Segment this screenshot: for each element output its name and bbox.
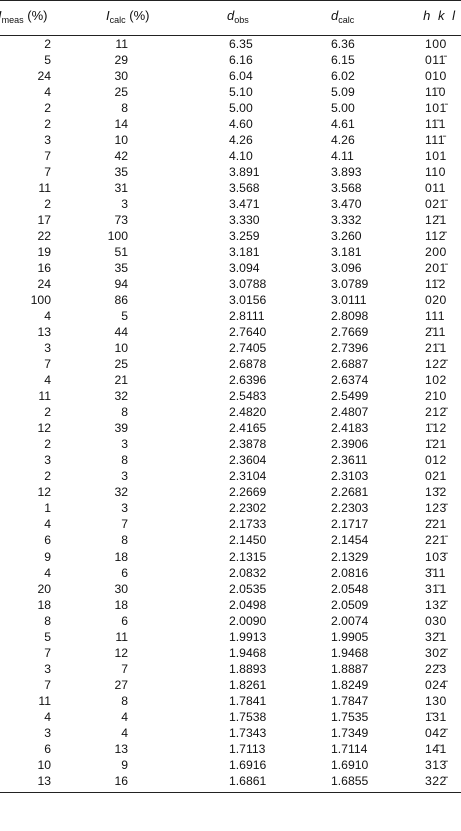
cell-hkl: 3̄11 — [425, 565, 446, 580]
cell-hkl: 123̄ — [425, 501, 447, 516]
cell-dcalc: 2.0816 — [331, 565, 369, 580]
cell-imeas: 3 — [44, 453, 51, 468]
cell-imeas: 7 — [44, 677, 51, 692]
cell-icalc: 30 — [114, 581, 128, 596]
cell-imeas: 4 — [44, 309, 51, 324]
cell-hkl: 11̄0 — [425, 85, 446, 100]
cell-dcalc: 3.0111 — [331, 293, 367, 308]
cell-dcalc: 1.9905 — [331, 629, 369, 644]
cell-hkl: 024̄ — [425, 677, 447, 692]
cell-hkl: 112̄ — [425, 229, 446, 244]
cell-hkl: 2̄11 — [425, 325, 446, 340]
cell-imeas: 3 — [44, 725, 51, 740]
cell-dobs: 3.471 — [229, 197, 260, 212]
table-row — [0, 116, 461, 132]
table-row — [0, 757, 461, 773]
cell-dobs: 1.8261 — [229, 677, 267, 692]
cell-icalc: 6 — [121, 565, 128, 580]
cell-dobs: 2.3104 — [229, 469, 267, 484]
cell-imeas: 2 — [44, 469, 51, 484]
cell-icalc: 11 — [115, 629, 128, 644]
cell-imeas: 4 — [44, 709, 51, 724]
table-row — [0, 709, 461, 725]
table-row — [0, 613, 461, 629]
cell-hkl: 31̄1 — [425, 581, 447, 596]
cell-dobs: 2.3878 — [229, 437, 267, 452]
table-row — [0, 324, 461, 340]
cell-dobs: 3.891 — [229, 165, 260, 180]
cell-imeas: 11 — [38, 181, 51, 196]
table-row — [0, 244, 461, 260]
cell-dobs: 2.4165 — [229, 421, 267, 436]
cell-imeas: 2 — [44, 197, 51, 212]
cell-dobs: 2.1450 — [229, 533, 267, 548]
cell-imeas: 100 — [30, 293, 51, 308]
cell-hkl: 042̄ — [425, 725, 447, 740]
cell-imeas: 4 — [44, 565, 51, 580]
cell-hkl: 030 — [425, 613, 447, 628]
cell-icalc: 8 — [121, 693, 128, 708]
cell-icalc: 35 — [114, 261, 128, 276]
cell-imeas: 4 — [44, 373, 51, 388]
table-row — [0, 500, 461, 516]
cell-hkl: 14̄1 — [425, 741, 447, 756]
cell-dobs: 2.0832 — [229, 565, 267, 580]
cell-icalc: 10 — [114, 341, 128, 356]
cell-hkl: 021 — [425, 469, 447, 484]
cell-imeas: 7 — [44, 149, 51, 164]
cell-icalc: 8 — [121, 101, 128, 116]
cell-imeas: 3 — [44, 661, 51, 676]
cell-hkl: 201̄ — [425, 261, 447, 276]
cell-dcalc: 2.5499 — [331, 389, 369, 404]
table-row — [0, 645, 461, 661]
cell-dcalc: 1.8887 — [331, 661, 369, 676]
cell-imeas: 24 — [37, 277, 51, 292]
cell-dobs: 5.00 — [229, 101, 253, 116]
table-body — [0, 36, 461, 789]
cell-dobs: 4.60 — [229, 117, 253, 132]
cell-imeas: 20 — [37, 581, 51, 596]
cell-icalc: 8 — [121, 533, 128, 548]
cell-dcalc: 6.36 — [331, 37, 355, 51]
cell-dobs: 5.10 — [229, 85, 253, 100]
cell-dobs: 2.0090 — [229, 613, 267, 628]
cell-imeas: 7 — [44, 165, 51, 180]
table-row — [0, 340, 461, 356]
cell-icalc: 29 — [114, 53, 128, 68]
table-row — [0, 212, 461, 228]
cell-icalc: 18 — [114, 597, 128, 612]
table-row — [0, 308, 461, 324]
cell-imeas: 11 — [38, 693, 51, 708]
header-imeas: $_{meas}$ (%) — [1, 8, 48, 25]
cell-icalc: 3 — [121, 501, 128, 516]
cell-dcalc: 3.470 — [331, 197, 362, 212]
table-row — [0, 629, 461, 645]
cell-icalc: 7 — [121, 517, 128, 532]
cell-hkl: 1̄12 — [425, 421, 447, 436]
cell-dcalc: 3.260 — [331, 229, 362, 244]
table-row — [0, 148, 461, 164]
cell-dcalc: 6.02 — [331, 69, 355, 84]
cell-imeas: 2 — [44, 101, 51, 116]
cell-hkl: 11̄1 — [425, 117, 446, 132]
cell-dobs: 2.5483 — [229, 389, 267, 404]
table-row — [0, 84, 461, 100]
table-row — [0, 180, 461, 196]
cell-hkl: 010 — [425, 69, 447, 84]
cell-dcalc: 2.4807 — [331, 405, 369, 420]
cell-hkl: 12̄1 — [425, 213, 447, 228]
cell-hkl: 212̄ — [425, 405, 447, 420]
cell-dcalc: 2.2681 — [331, 485, 369, 500]
cell-dobs: 1.7538 — [229, 709, 267, 724]
cell-dcalc: 4.26 — [331, 133, 355, 148]
cell-dcalc: 2.6374 — [331, 373, 369, 388]
table-row — [0, 276, 461, 292]
cell-icalc: 7 — [121, 661, 128, 676]
cell-hkl: 111̄ — [425, 133, 446, 148]
cell-dobs: 1.8893 — [229, 661, 267, 676]
cell-dcalc: 2.3103 — [331, 469, 369, 484]
cell-hkl: 132̄ — [425, 597, 447, 612]
table-row — [0, 452, 461, 468]
cell-dcalc: 2.2303 — [331, 501, 369, 516]
cell-dcalc: 2.1454 — [331, 533, 369, 548]
cell-imeas: 19 — [37, 245, 51, 260]
cell-imeas: 24 — [37, 69, 51, 84]
cell-dobs: 2.1315 — [229, 549, 267, 564]
header-dobs: $d_{obs}$ — [227, 8, 249, 25]
cell-imeas: 11 — [38, 389, 51, 404]
cell-dcalc: 4.11 — [331, 149, 354, 164]
cell-dcalc: 2.1329 — [331, 549, 369, 564]
cell-imeas: 7 — [44, 357, 51, 372]
cell-hkl: 2̄21 — [425, 517, 447, 532]
cell-icalc: 27 — [114, 677, 128, 692]
cell-icalc: 3 — [121, 197, 128, 212]
table-header — [0, 0, 461, 36]
cell-hkl: 22̄3 — [425, 661, 447, 676]
cell-icalc: 6 — [121, 613, 128, 628]
cell-dcalc: 6.15 — [331, 53, 355, 68]
cell-imeas: 12 — [37, 421, 51, 436]
table-row — [0, 693, 461, 709]
cell-hkl: 313̄ — [425, 757, 447, 772]
cell-icalc: 100 — [107, 229, 128, 244]
cell-imeas: 13 — [37, 325, 51, 340]
table-row — [0, 196, 461, 212]
cell-imeas: 5 — [44, 53, 51, 68]
cell-dobs: 2.2302 — [229, 501, 267, 516]
cell-imeas: 5 — [44, 629, 51, 644]
cell-icalc: 35 — [114, 165, 128, 180]
cell-dcalc: 2.4183 — [331, 421, 369, 436]
cell-dobs: 1.7841 — [229, 693, 267, 708]
header-dcalc: $d_{calc}$ — [331, 8, 355, 25]
table-row — [0, 68, 461, 84]
table-row — [0, 388, 461, 404]
table-row — [0, 773, 461, 789]
cell-imeas: 13 — [37, 773, 51, 788]
cell-icalc: 9 — [121, 757, 128, 772]
table-row — [0, 260, 461, 276]
cell-dcalc: 1.9468 — [331, 645, 369, 660]
cell-imeas: 16 — [37, 261, 51, 276]
table-row — [0, 228, 461, 244]
cell-dobs: 6.35 — [229, 37, 253, 51]
cell-hkl: 102 — [425, 373, 447, 388]
cell-icalc: 30 — [114, 69, 128, 84]
table-row — [0, 565, 461, 581]
cell-hkl: 1̄31 — [425, 709, 447, 724]
cell-icalc: 32 — [114, 389, 128, 404]
cell-dcalc: 2.3906 — [331, 437, 369, 452]
cell-icalc: 39 — [114, 421, 128, 436]
cell-hkl: 11̄2 — [425, 277, 446, 292]
cell-dobs: 6.16 — [229, 53, 253, 68]
cell-hkl: 021̄ — [425, 197, 447, 212]
table-row — [0, 132, 461, 148]
cell-hkl: 21̄1 — [425, 341, 447, 356]
table-row — [0, 741, 461, 757]
cell-dobs: 2.0535 — [229, 581, 267, 596]
cell-icalc: 3 — [121, 437, 128, 452]
cell-dcalc: 1.8249 — [331, 677, 369, 692]
cell-imeas: 2 — [44, 437, 51, 452]
cell-imeas: 9 — [44, 549, 51, 564]
cell-icalc: 86 — [114, 293, 128, 308]
cell-imeas: 4 — [44, 517, 51, 532]
cell-dcalc: 1.6910 — [331, 757, 369, 772]
cell-imeas: 22 — [37, 229, 51, 244]
cell-icalc: 32 — [114, 485, 128, 500]
cell-dcalc: 1.7535 — [331, 709, 369, 724]
cell-imeas: 2 — [44, 117, 51, 132]
cell-hkl: 103̄ — [425, 549, 447, 564]
cell-hkl: 221̄ — [425, 533, 447, 548]
cell-dcalc: 3.568 — [331, 181, 362, 196]
header-hkl: h k l — [423, 8, 457, 23]
cell-imeas: 8 — [44, 613, 51, 628]
cell-dcalc: 1.7114 — [331, 741, 368, 756]
cell-hkl: 101 — [425, 149, 447, 164]
cell-dcalc: 3.332 — [331, 213, 362, 228]
bottom-rule — [0, 792, 461, 793]
cell-hkl: 020 — [425, 293, 447, 308]
table-row — [0, 100, 461, 116]
cell-imeas: 2 — [44, 37, 51, 51]
cell-icalc: 5 — [121, 309, 128, 324]
table-row — [0, 164, 461, 180]
cell-hkl: 130 — [425, 693, 447, 708]
cell-imeas: 3 — [44, 341, 51, 356]
cell-dcalc: 3.893 — [331, 165, 362, 180]
cell-dcalc: 2.7669 — [331, 325, 369, 340]
cell-imeas: 17 — [37, 213, 51, 228]
cell-icalc: 94 — [114, 277, 128, 292]
table-row — [0, 420, 461, 436]
cell-hkl: 012 — [425, 453, 447, 468]
cell-imeas: 12 — [37, 485, 51, 500]
table-row — [0, 292, 461, 308]
cell-dcalc: 3.0789 — [331, 277, 369, 292]
cell-dobs: 2.7640 — [229, 325, 267, 340]
table-row — [0, 36, 461, 52]
cell-dcalc: 2.8098 — [331, 309, 369, 324]
cell-imeas: 10 — [37, 757, 51, 772]
table-row — [0, 372, 461, 388]
table-row — [0, 549, 461, 565]
cell-dobs: 2.6396 — [229, 373, 267, 388]
cell-imeas: 18 — [37, 597, 51, 612]
cell-hkl: 011 — [425, 181, 446, 196]
cell-dobs: 3.259 — [229, 229, 260, 244]
cell-dcalc: 1.6855 — [331, 773, 369, 788]
cell-dcalc: 1.7349 — [331, 725, 369, 740]
cell-dobs: 2.2669 — [229, 485, 267, 500]
cell-dobs: 1.7113 — [229, 741, 266, 756]
cell-icalc: 3 — [121, 469, 128, 484]
cell-imeas: 2 — [44, 405, 51, 420]
cell-hkl: 302̄ — [425, 645, 447, 660]
cell-dobs: 1.6861 — [229, 773, 267, 788]
cell-imeas: 6 — [44, 533, 51, 548]
cell-dobs: 2.8111 — [229, 309, 265, 324]
table-row — [0, 468, 461, 484]
cell-dobs: 1.9913 — [229, 629, 267, 644]
cell-hkl: 100 — [425, 37, 447, 51]
cell-icalc: 51 — [114, 245, 128, 260]
cell-icalc: 16 — [114, 773, 128, 788]
cell-hkl: 111 — [425, 309, 446, 324]
cell-hkl: 210 — [425, 389, 447, 404]
cell-dcalc: 1.7847 — [331, 693, 369, 708]
cell-icalc: 8 — [121, 405, 128, 420]
cell-dobs: 3.181 — [229, 245, 260, 260]
cell-icalc: 31 — [114, 181, 128, 196]
cell-dcalc: 2.0548 — [331, 581, 369, 596]
cell-icalc: 14 — [114, 117, 128, 132]
cell-hkl: 1̄21 — [425, 437, 447, 452]
table-row — [0, 597, 461, 613]
cell-hkl: 200 — [425, 245, 447, 260]
cell-dcalc: 2.0074 — [331, 613, 369, 628]
table-row — [0, 404, 461, 420]
cell-imeas: 1 — [44, 501, 51, 516]
cell-hkl: 122̄ — [425, 357, 447, 372]
cell-dobs: 3.094 — [229, 261, 260, 276]
cell-icalc: 12 — [114, 645, 128, 660]
cell-dcalc: 2.6887 — [331, 357, 369, 372]
cell-dcalc: 2.3611 — [331, 453, 368, 468]
cell-dobs: 2.6878 — [229, 357, 267, 372]
cell-hkl: 011̄ — [425, 53, 446, 68]
cell-icalc: 8 — [121, 453, 128, 468]
cell-icalc: 44 — [114, 325, 128, 340]
cell-icalc: 73 — [114, 213, 128, 228]
cell-hkl: 101̄ — [425, 101, 447, 116]
cell-hkl: 110 — [425, 165, 446, 180]
table-row — [0, 52, 461, 68]
cell-icalc: 4 — [121, 725, 128, 740]
cell-icalc: 18 — [114, 549, 128, 564]
table-row — [0, 677, 461, 693]
cell-dobs: 6.04 — [229, 69, 253, 84]
cell-dobs: 2.3604 — [229, 453, 267, 468]
table-row — [0, 516, 461, 532]
cell-icalc: 42 — [114, 149, 128, 164]
cell-hkl: 13̄2 — [425, 485, 447, 500]
cell-icalc: 25 — [114, 85, 128, 100]
cell-dcalc: 3.181 — [331, 245, 362, 260]
cell-hkl: 32̄1 — [425, 629, 447, 644]
cell-dobs: 2.1733 — [229, 517, 267, 532]
cell-dobs: 2.4820 — [229, 405, 267, 420]
cell-dobs: 3.0156 — [229, 293, 267, 308]
cell-dobs: 1.7343 — [229, 725, 267, 740]
cell-imeas: 3 — [44, 133, 51, 148]
cell-dobs: 4.26 — [229, 133, 253, 148]
cell-icalc: 4 — [121, 709, 128, 724]
cell-dobs: 1.6916 — [229, 757, 267, 772]
cell-dobs: 3.330 — [229, 213, 260, 228]
cell-dobs: 1.9468 — [229, 645, 267, 660]
cell-dobs: 3.568 — [229, 181, 260, 196]
table-row — [0, 484, 461, 500]
cell-imeas: 4 — [44, 85, 51, 100]
table-row — [0, 436, 461, 452]
cell-dobs: 2.0498 — [229, 597, 267, 612]
cell-dobs: 4.10 — [229, 149, 253, 164]
cell-dcalc: 3.096 — [331, 261, 362, 276]
cell-icalc: 13 — [114, 741, 128, 756]
table-row — [0, 581, 461, 597]
cell-dcalc: 2.7396 — [331, 341, 369, 356]
cell-imeas: 6 — [44, 741, 51, 756]
table-row — [0, 725, 461, 741]
cell-icalc: 25 — [114, 357, 128, 372]
table-row — [0, 532, 461, 548]
cell-icalc: 11 — [115, 37, 128, 51]
cell-hkl: 322̄ — [425, 773, 447, 788]
table-row — [0, 661, 461, 677]
cell-dcalc: 5.00 — [331, 101, 355, 116]
cell-dcalc: 2.0509 — [331, 597, 369, 612]
cell-imeas: 7 — [44, 645, 51, 660]
cell-dcalc: 2.1717 — [331, 517, 369, 532]
cell-dobs: 2.7405 — [229, 341, 267, 356]
header-icalc: $I_{calc}$ (%) — [106, 8, 150, 25]
cell-dcalc: 4.61 — [331, 117, 355, 132]
table-row — [0, 356, 461, 372]
cell-icalc: 10 — [114, 133, 128, 148]
cell-icalc: 21 — [114, 373, 128, 388]
cell-dcalc: 5.09 — [331, 85, 355, 100]
cell-dobs: 3.0788 — [229, 277, 267, 292]
